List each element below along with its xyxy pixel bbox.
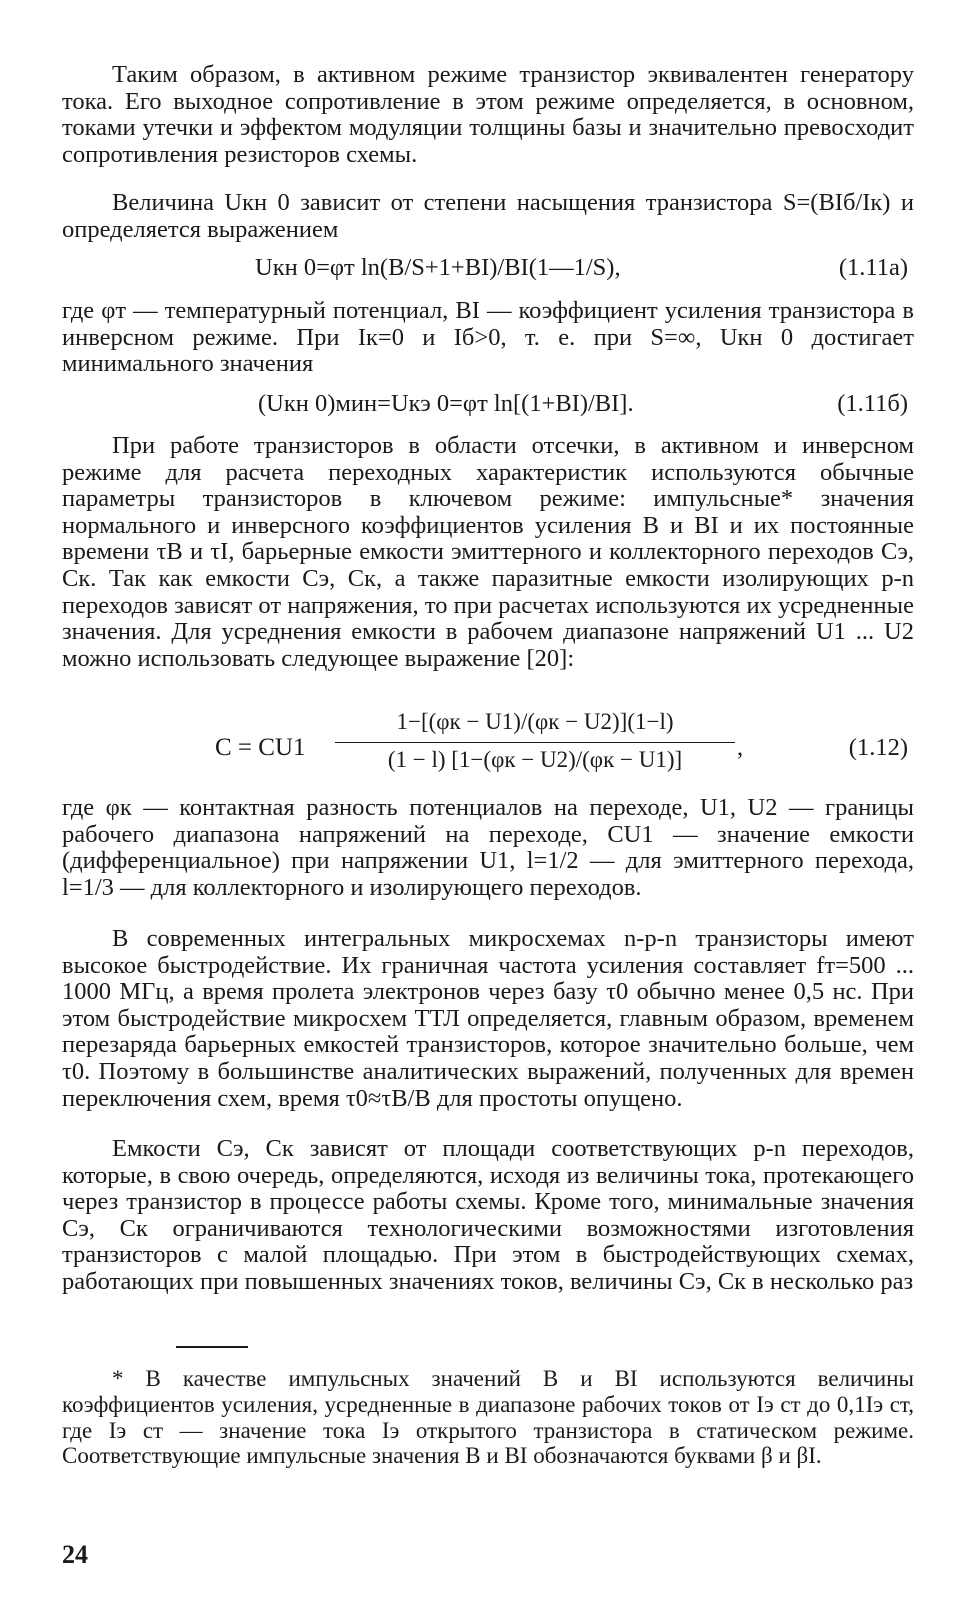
paragraph-temperature-potential: где φт — температурный потенциал, BI — коэффициент усиления транзистора в инверсном режиме. При Iк=0 и Iб>0, т. е. при S=∞, Uкн 0 достигает минимального значения [62, 297, 914, 378]
equation-1-12-comma: , [737, 734, 744, 761]
equation-number-1-11a: (1.11а) [838, 254, 908, 281]
equation-1-11a: Uкн 0=φт ln(B/S+1+BI)/BI(1—1/S), [255, 254, 621, 281]
footnote: * В качестве импульсных значений B и BI используются величины коэффициентов усиления, усредненные в диапазоне рабочих токов от Iэ ст до 0,1Iэ ст, где Iэ ст — значение тока Iэ открытого транзистора в статическом режиме. Соответствующие импульсные значения B и BI обозначаются буквами β и βI. [62, 1366, 914, 1469]
paragraph-active-mode: Таким образом, в активном режиме транзистор эквивалентен генератору тока. Его выходное сопротивление в этом режиме определяется, в основном, токами утечки и эффектом модуляции толщины базы и значительно превосходит сопротивления резисторов схемы. [62, 61, 914, 168]
paragraph-contact-potential: где φк — контактная разность потенциалов на переходе, U1, U2 — границы рабочего диапазона напряжений на переходе, CU1 — значение емкости (дифференциальное) при напряжении U1, l=1/2 — для эмиттерного перехода, l=1/3 — для коллекторного и изолирующего переходов. [62, 794, 914, 901]
equation-1-12-fraction [335, 709, 735, 781]
paragraph-integrated-circuits: В современных интегральных микросхемах n-p-n транзисторы имеют высокое быстродействие. Их граничная частота усиления составляет fт=500 ... 1000 МГц, а время пролета электронов через базу τ0 обычно менее 0,5 нс. При этом быстродействие микросхем ТТЛ определяется, главным образом, временем перезаряда барьерных емкостей транзисторов, которое значительно больше, чем τ0. Поэтому в большинстве аналитических выражений, полученных для времен переключения схем, время τ0≈τB/B для простоты опущено. [62, 925, 914, 1112]
paragraph-saturation: Величина Uкн 0 зависит от степени насыщения транзистора S=(BIб/Iк) и определяется выражением [62, 189, 914, 243]
equation-1-11b: (Uкн 0)мин=Uкэ 0=φт ln[(1+BI)/BI]. [258, 390, 634, 417]
equation-number-1-12: (1.12) [848, 734, 908, 761]
paragraph-capacitances: Емкости Cэ, Cк зависят от площади соответствующих p-n переходов, которые, в свою очередь, определяются, исходя из величины тока, протекающего через транзистор в процессе работы схемы. Кроме того, минимальные значения Cэ, Cк ограничиваются технологическими возможностями изготовления транзисторов с малой площадью. При этом в быстродействующих схемах, работающих при повышенных значениях токов, величины Cэ, Cк в несколько раз [62, 1135, 914, 1295]
fraction-bar [335, 742, 735, 743]
paragraph-transient-parameters: При работе транзисторов в области отсечки, в активном и инверсном режиме для расчета переходных характеристик используются обычные параметры транзисторов в ключевом режиме: импульсные* значения нормального и инверсного коэффициентов усиления B и BI и их постоянные времени τB и τI, барьерные емкости эмиттерного и коллекторного переходов Cэ, Cк. Так как емкости Cэ, Cк, а также паразитные емкости изолирующих p-n переходов зависят от напряжения, то при расчетах используются их усредненные значения. Для усреднения емкости в рабочем диапазоне напряжений U1 ... U2 можно использовать следующее выражение [20]: [62, 432, 914, 672]
equation-number-1-11b: (1.11б) [837, 390, 908, 417]
equation-1-12-lhs: C = CU1 [215, 734, 306, 761]
page-number: 24 [62, 1540, 88, 1569]
footnote-separator [176, 1346, 248, 1348]
equation-1-12-numerator: 1−[(φк − U1)/(φк − U2)](1−l) [396, 709, 674, 734]
equation-1-12-denominator: (1 − l) [1−(φк − U2)/(φк − U1)] [387, 747, 683, 772]
